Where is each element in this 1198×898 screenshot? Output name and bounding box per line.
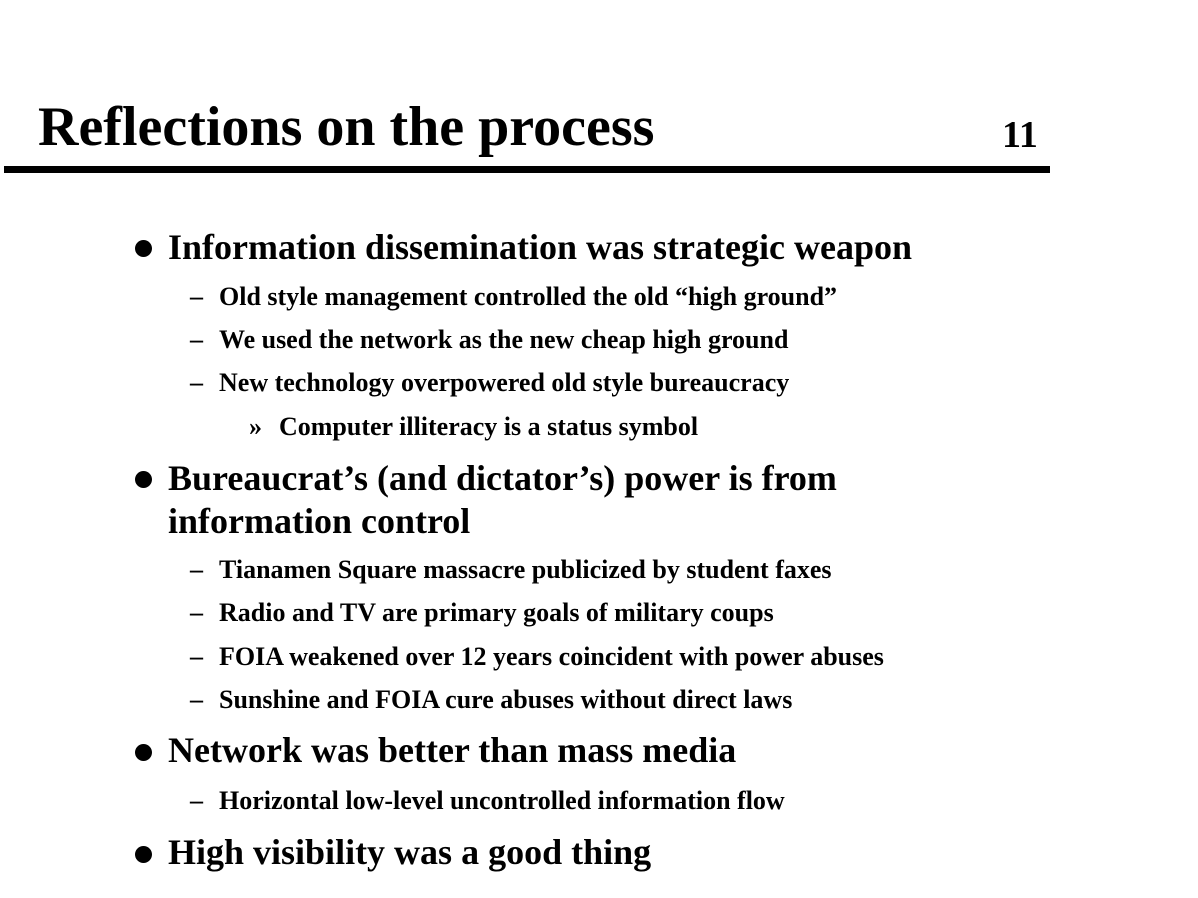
bullet-4-text: High visibility was a good thing: [168, 832, 652, 872]
dash-marker: –: [190, 325, 203, 354]
dash-marker: –: [190, 685, 203, 714]
dash-marker: –: [190, 642, 203, 671]
bullet-2-sub-1: Tianamen Square massacre publicized by student faxes: [219, 555, 832, 584]
bullet-1-text: Information dissemination was strategic weapon: [168, 227, 912, 267]
dash-marker: –: [190, 368, 203, 397]
bullet-2-text-line-1: Bureaucrat’s (and dictator’s) power is from: [168, 458, 837, 498]
bullet-1-sub-1: Old style management controlled the old “high ground”: [219, 282, 838, 311]
bullet-2-sub-2: Radio and TV are primary goals of military coups: [219, 598, 774, 627]
bullet-dot-icon: [135, 240, 152, 257]
bullet-1-subsub-1: Computer illiteracy is a status symbol: [279, 412, 699, 441]
raquo-marker: »: [249, 412, 262, 441]
bullet-3-sub-1: Horizontal low-level uncontrolled information flow: [219, 786, 785, 815]
dash-marker: –: [190, 598, 203, 627]
bullet-dot-icon: [135, 471, 152, 488]
bullet-1-sub-3: New technology overpowered old style bureaucracy: [219, 368, 790, 397]
bullet-dot-icon: [135, 744, 152, 761]
bullet-2-text-line-2: information control: [168, 501, 471, 541]
slide-title: Reflections on the process: [38, 96, 655, 158]
bullet-3-text: Network was better than mass media: [168, 730, 737, 770]
dash-marker: –: [190, 555, 203, 584]
slide-number: 11: [1002, 114, 1038, 156]
dash-marker: –: [190, 282, 203, 311]
dash-marker: –: [190, 786, 203, 815]
bullet-2-sub-3: FOIA weakened over 12 years coincident with power abuses: [219, 642, 884, 671]
bullet-1-sub-2: We used the network as the new cheap high ground: [219, 325, 789, 354]
bullet-2-sub-4: Sunshine and FOIA cure abuses without direct laws: [219, 685, 793, 714]
title-divider: [4, 166, 1050, 173]
bullet-dot-icon: [135, 846, 152, 863]
